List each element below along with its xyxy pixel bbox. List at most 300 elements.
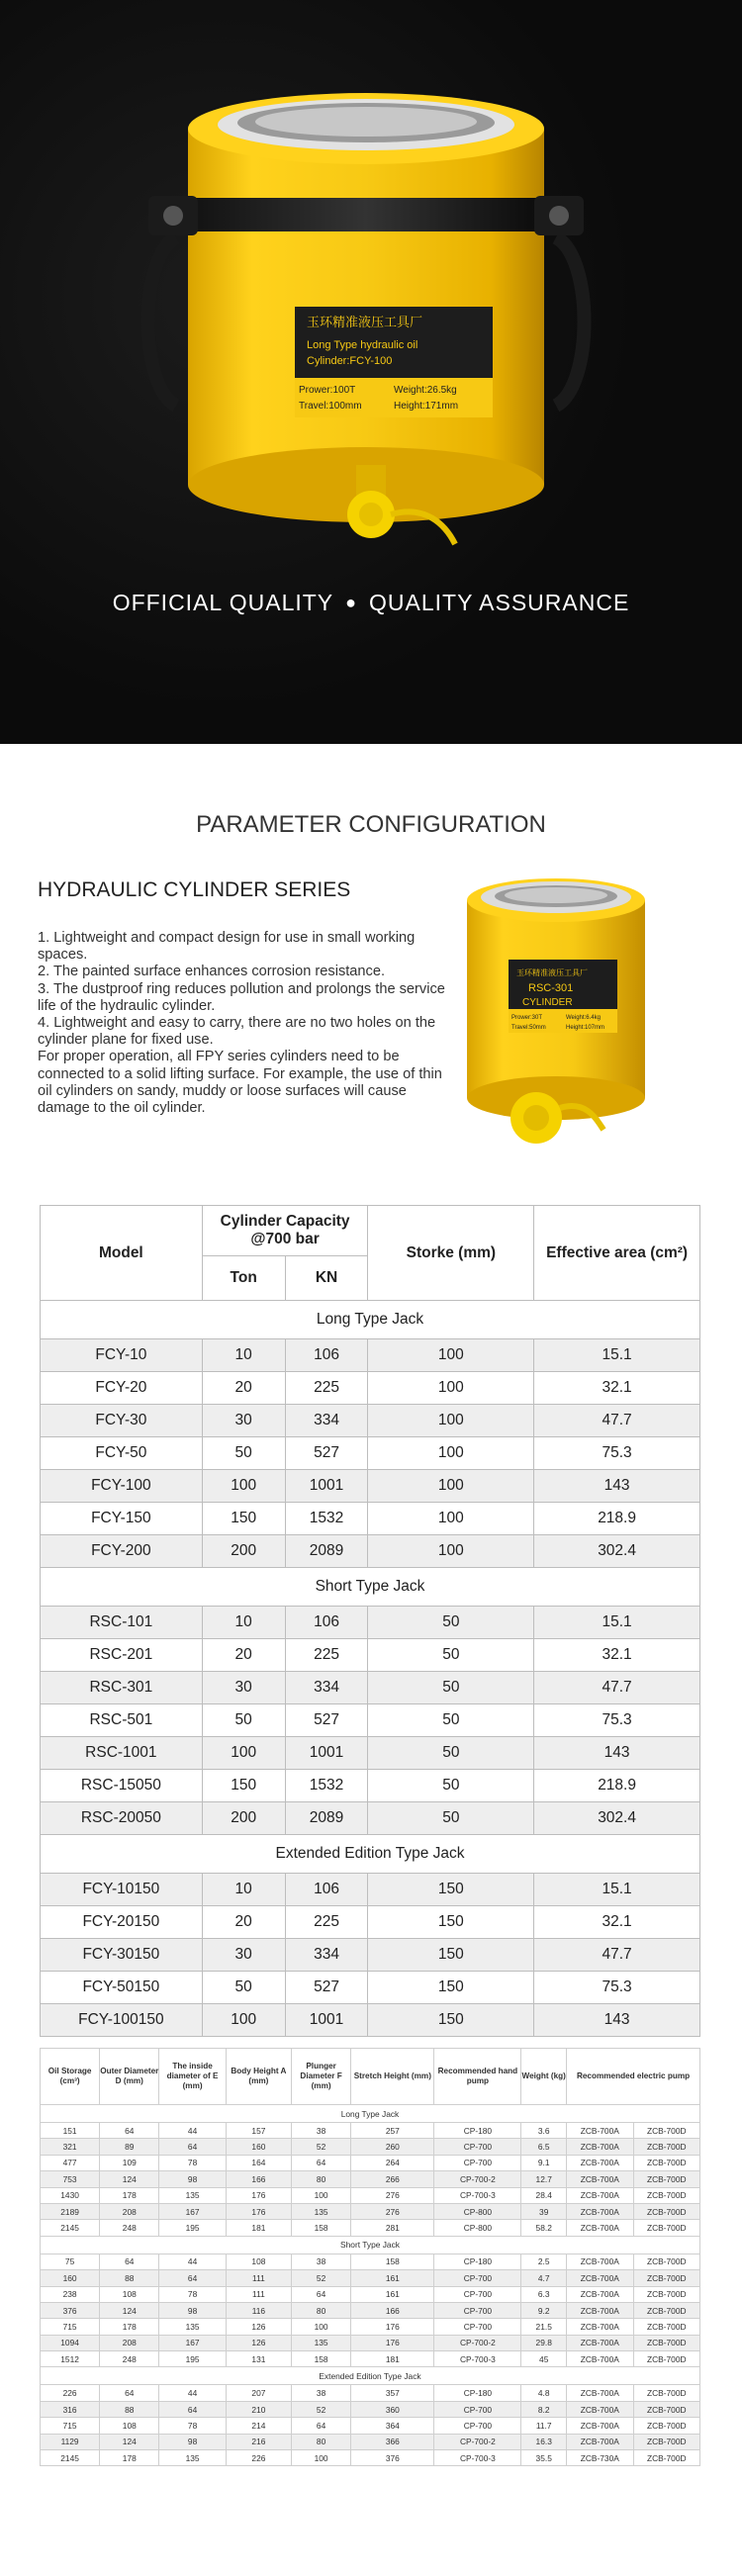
table-cell: 281 [351,2220,434,2236]
table-cell: 316 [41,2401,100,2417]
hero-label-spec1: Prower:100T [299,385,356,396]
small-label-spec1: Prower:30T [511,1015,543,1021]
table-cell: 11.7 [521,2418,567,2434]
table-cell: 135 [292,2335,351,2350]
table-cell: CP-800 [434,2220,521,2236]
table-row [41,1737,700,1770]
table-cell: CP-700-3 [434,2351,521,2367]
table-cell: ZCB-700A [567,2434,633,2449]
column-header: Body Height A (mm) [226,2049,291,2105]
small-label-line2: CYLINDER [522,997,573,1008]
description-line: 3. The dustproof ring reduces pollution and prolongs the service life of the hydraulic cylinder. [38,980,445,1014]
hero-banner [0,0,742,744]
table-cell: 527 [285,1437,368,1470]
table-cell: 164 [226,2155,291,2170]
table-group-row [41,2105,700,2123]
table-cell: 58.2 [521,2220,567,2236]
group-label: Short Type Jack [41,1568,700,1607]
table-row [41,1639,700,1672]
table-cell: 218.9 [534,1503,700,1535]
table-group-row [41,2236,700,2254]
table-row [41,1939,700,1972]
table-cell: 45 [521,2351,567,2367]
table-cell: 38 [292,2385,351,2401]
table-cell: ZCB-700A [567,2302,633,2318]
table-cell: 126 [226,2319,291,2335]
table-group-row [41,1568,700,1607]
table-cell: 195 [159,2351,226,2367]
table-cell: 214 [226,2418,291,2434]
table-cell: 208 [100,2203,159,2219]
table-cell: 64 [292,2418,351,2434]
table-row [41,2220,700,2236]
table-cell: 376 [41,2302,100,2318]
table-cell: CP-180 [434,2385,521,2401]
table-cell: 106 [285,1874,368,1906]
table-cell: 302.4 [534,1535,700,1568]
column-header: Recommended hand pump [434,2049,521,2105]
table-cell: 376 [351,2450,434,2466]
table-cell: 167 [159,2203,226,2219]
table-cell: 276 [351,2203,434,2219]
table-cell: 2089 [285,1802,368,1835]
table-cell: 15.1 [534,1339,700,1372]
table-row [41,1470,700,1503]
hero-label-line1: Long Type hydraulic oil [307,339,418,351]
table-cell: 1001 [285,2004,368,2037]
table-cell: 166 [351,2302,434,2318]
column-header: Recommended electric pump [567,2049,700,2105]
table-cell: 100 [368,1470,534,1503]
table-cell: 302.4 [534,1802,700,1835]
table-cell: 98 [159,2302,226,2318]
table-cell: ZCB-700A [567,2270,633,2286]
table-cell: 75 [41,2254,100,2269]
table-cell: 166 [226,2171,291,2187]
table-cell: 64 [159,2270,226,2286]
table-cell: 178 [100,2187,159,2203]
table-row [41,2254,700,2269]
table-cell: 181 [351,2351,434,2367]
table-cell: CP-700-3 [434,2187,521,2203]
table-cell: RSC-301 [41,1672,203,1704]
hero-label-line2: Cylinder:FCY-100 [307,355,393,367]
table-cell: 181 [226,2220,291,2236]
table-cell: 178 [100,2319,159,2335]
table-cell: 21.5 [521,2319,567,2335]
table-cell: 88 [100,2270,159,2286]
table-cell: 527 [285,1704,368,1737]
table-cell: 30 [202,1405,285,1437]
table-row [41,1704,700,1737]
table-row [41,2319,700,2335]
table-cell: CP-700 [434,2319,521,2335]
table-cell: 100 [202,1470,285,1503]
table-cell: 78 [159,2418,226,2434]
table-group-row [41,2367,700,2385]
table-row [41,2385,700,2401]
table-cell: 108 [226,2254,291,2269]
table-cell: 3.6 [521,2123,567,2139]
table-row [41,2434,700,2449]
table-cell: 753 [41,2171,100,2187]
table-cell: 158 [292,2220,351,2236]
table-cell: CP-700-2 [434,2335,521,2350]
table-row [41,2187,700,2203]
table-cell: 321 [41,2139,100,2155]
table-cell: 200 [202,1802,285,1835]
table-cell: 131 [226,2351,291,2367]
table-cell: 161 [351,2286,434,2302]
table-cell: 64 [100,2123,159,2139]
table-cell: 108 [100,2418,159,2434]
table-cell: ZCB-700A [567,2139,633,2155]
header-kn: KN [285,1256,368,1301]
table-row [41,2335,700,2350]
table-row [41,2450,700,2466]
table-cell: 143 [534,1470,700,1503]
table-cell: 50 [202,1704,285,1737]
table-cell: 88 [100,2401,159,2417]
header-stroke: Storke (mm) [368,1206,534,1301]
table-cell: 100 [368,1372,534,1405]
table-row [41,2139,700,2155]
table-row [41,2418,700,2434]
table-cell: ZCB-700D [633,2203,700,2219]
table-cell: ZCB-700A [567,2220,633,2236]
column-header: The inside diameter of E (mm) [159,2049,226,2105]
hero-label-brand: 玉环精准液压工具厂 [307,316,423,330]
table-cell: 100 [292,2187,351,2203]
table-cell: 10 [202,1607,285,1639]
table-cell: 64 [100,2254,159,2269]
table-row [41,1802,700,1835]
description-line: 2. The painted surface enhances corrosion resistance. [38,964,385,980]
table-cell: 98 [159,2171,226,2187]
table-cell: ZCB-700D [633,2335,700,2350]
header-ton: Ton [202,1256,285,1301]
table-row [41,1770,700,1802]
table-cell: 80 [292,2434,351,2449]
table-cell: 29.8 [521,2335,567,2350]
table-cell: CP-700 [434,2270,521,2286]
table-cell: 160 [41,2270,100,2286]
group-label: Short Type Jack [41,2236,700,2254]
table-cell: 47.7 [534,1939,700,1972]
table-cell: CP-700 [434,2401,521,2417]
table-cell: FCY-50 [41,1437,203,1470]
table-cell: ZCB-700D [633,2286,700,2302]
table-cell: ZCB-700D [633,2302,700,2318]
table-cell: FCY-20150 [41,1906,203,1939]
table-cell: 100 [368,1503,534,1535]
table-cell: 50 [368,1704,534,1737]
small-label-spec2: Weight:6.4kg [566,1015,601,1021]
description-line: 1. Lightweight and compact design for use in small working spaces. [38,930,416,964]
table-cell: 38 [292,2123,351,2139]
hero-label-spec3: Travel:100mm [299,401,362,412]
table-cell: ZCB-700A [567,2155,633,2170]
table-cell: 150 [368,1874,534,1906]
table-cell: 1129 [41,2434,100,2449]
table-cell: 266 [351,2171,434,2187]
table-cell: 1532 [285,1770,368,1802]
table-cell: 16.3 [521,2434,567,2449]
table-cell: 8.2 [521,2401,567,2417]
table-cell: 176 [226,2203,291,2219]
table-cell: 366 [351,2434,434,2449]
table-cell: 176 [226,2187,291,2203]
table-cell: 44 [159,2254,226,2269]
table-cell: RSC-20050 [41,1802,203,1835]
table-cell: 52 [292,2139,351,2155]
table-cell: FCY-50150 [41,1972,203,2004]
table-cell: 225 [285,1372,368,1405]
table-cell: 6.3 [521,2286,567,2302]
table-row [41,1372,700,1405]
table-cell: 35.5 [521,2450,567,2466]
table-cell: 80 [292,2171,351,2187]
table-cell: 38 [292,2254,351,2269]
table-cell: FCY-100 [41,1470,203,1503]
table-cell: 238 [41,2286,100,2302]
table-cell: 218.9 [534,1770,700,1802]
table-cell: ZCB-700D [633,2351,700,2367]
table-cell: FCY-150 [41,1503,203,1535]
table-cell: 47.7 [534,1672,700,1704]
table-cell: 126 [226,2335,291,2350]
table-cell: FCY-30150 [41,1939,203,1972]
table-cell: CP-800 [434,2203,521,2219]
bullet-dot-icon: ● [345,593,358,612]
table-cell: 207 [226,2385,291,2401]
table-group-row [41,1835,700,1874]
table-row [41,2351,700,2367]
table-cell: CP-700 [434,2286,521,2302]
table-cell: 39 [521,2203,567,2219]
table-cell: 135 [292,2203,351,2219]
hero-caption [0,590,742,616]
table-cell: ZCB-700D [633,2385,700,2401]
table-cell: 151 [41,2123,100,2139]
table-cell: 100 [368,1405,534,1437]
table-cell: CP-700 [434,2302,521,2318]
table-cell: 50 [368,1672,534,1704]
table-cell: RSC-1001 [41,1737,203,1770]
table-row [41,2203,700,2219]
table-cell: 106 [285,1339,368,1372]
description-line: 4. Lightweight and easy to carry, there are no two holes on the cylinder plane for fixed use. [38,1015,436,1049]
table-cell: 276 [351,2187,434,2203]
table-cell: ZCB-700A [567,2351,633,2367]
table-cell: RSC-15050 [41,1770,203,1802]
table-cell: ZCB-700A [567,2335,633,2350]
table-cell: 100 [202,1737,285,1770]
header-row [41,2049,700,2105]
table-cell: 150 [202,1770,285,1802]
table-cell: ZCB-700A [567,2254,633,2269]
table-cell: ZCB-700A [567,2187,633,2203]
table-cell: 10 [202,1339,285,1372]
table-cell: 50 [368,1802,534,1835]
table-cell: 195 [159,2220,226,2236]
table-cell: 161 [351,2270,434,2286]
table-cell: CP-700 [434,2139,521,2155]
table-cell: 135 [159,2187,226,2203]
table-cell: 52 [292,2270,351,2286]
table-cell: 158 [292,2351,351,2367]
hero-caption-left: OFFICIAL QUALITY [112,590,334,615]
column-header: Stretch Height (mm) [351,2049,434,2105]
table-cell: 477 [41,2155,100,2170]
table-cell: 124 [100,2302,159,2318]
table-cell: FCY-30 [41,1405,203,1437]
table-cell: 225 [285,1639,368,1672]
table-cell: 52 [292,2401,351,2417]
table-row [41,1503,700,1535]
table-row [41,2286,700,2302]
table-cell: CP-700 [434,2418,521,2434]
table-cell: 176 [351,2319,434,2335]
table-cell: 167 [159,2335,226,2350]
table-cell: 64 [292,2155,351,2170]
table-cell: ZCB-700D [633,2123,700,2139]
table-cell: 78 [159,2155,226,2170]
hero-label-spec4: Height:171mm [394,401,459,412]
table-cell: 100 [292,2450,351,2466]
table-cell: 100 [368,1437,534,1470]
table-cell: 15.1 [534,1874,700,1906]
table-cell: 50 [368,1737,534,1770]
table-cell: 357 [351,2385,434,2401]
table-row [41,1906,700,1939]
short-cylinder-image [457,871,655,1167]
table-row [41,1972,700,2004]
group-label: Long Type Jack [41,1301,700,1339]
column-header: Weight (kg) [521,2049,567,2105]
table-cell: FCY-10 [41,1339,203,1372]
table-cell: 47.7 [534,1405,700,1437]
table-cell: 6.5 [521,2139,567,2155]
table-cell: ZCB-700A [567,2123,633,2139]
small-label-spec3: Travel:50mm [511,1025,546,1031]
group-label: Long Type Jack [41,2105,700,2123]
table-cell: 1532 [285,1503,368,1535]
table-cell: 248 [100,2351,159,2367]
table-cell: FCY-200 [41,1535,203,1568]
table-cell: CP-700-3 [434,2450,521,2466]
table-cell: ZCB-700D [633,2270,700,2286]
table-cell: 135 [159,2450,226,2466]
table-cell: 75.3 [534,1704,700,1737]
table-cell: 20 [202,1906,285,1939]
table-cell: 80 [292,2302,351,2318]
table-cell: 9.1 [521,2155,567,2170]
header-capacity: Cylinder Capacity @700 bar [202,1206,368,1256]
table-cell: 2145 [41,2450,100,2466]
table-row [41,1405,700,1437]
table-cell: CP-180 [434,2254,521,2269]
table-cell: 100 [368,1535,534,1568]
table-cell: ZCB-700D [633,2401,700,2417]
table-cell: ZCB-700A [567,2203,633,2219]
table-cell: 135 [159,2319,226,2335]
table-cell: 143 [534,1737,700,1770]
table-cell: 150 [368,2004,534,2037]
table-cell: 226 [226,2450,291,2466]
table-cell: 32.1 [534,1639,700,1672]
table-row [41,2270,700,2286]
table-cell: 715 [41,2319,100,2335]
table-cell: ZCB-700A [567,2286,633,2302]
table-cell: ZCB-700D [633,2434,700,2449]
table-cell: CP-700 [434,2155,521,2170]
table-row [41,2004,700,2037]
table-row [41,1874,700,1906]
table-cell: 176 [351,2335,434,2350]
table-cell: ZCB-700D [633,2187,700,2203]
table-cell: ZCB-700A [567,2418,633,2434]
table-cell: 4.8 [521,2385,567,2401]
table-row [41,2123,700,2139]
table-row [41,2302,700,2318]
table-cell: 160 [226,2139,291,2155]
column-header: Plunger Diameter F (mm) [292,2049,351,2105]
table-row [41,1672,700,1704]
table-cell: 225 [285,1906,368,1939]
table-cell: 334 [285,1939,368,1972]
table-cell: 10 [202,1874,285,1906]
table-cell: 257 [351,2123,434,2139]
column-header: Oil Storage (cm³) [41,2049,100,2105]
table-row [41,1535,700,1568]
table-cell: RSC-201 [41,1639,203,1672]
table-cell: 2089 [285,1535,368,1568]
table-cell: 32.1 [534,1372,700,1405]
table-cell: 98 [159,2434,226,2449]
table-group-row [41,1301,700,1339]
table-cell: 264 [351,2155,434,2170]
table-cell: 226 [41,2385,100,2401]
table-row [41,1339,700,1372]
table-cell: 124 [100,2434,159,2449]
table-cell: FCY-100150 [41,2004,203,2037]
table-cell: 30 [202,1939,285,1972]
table-cell: 334 [285,1405,368,1437]
table-cell: 50 [202,1437,285,1470]
table-cell: 50 [202,1972,285,2004]
table-cell: 30 [202,1672,285,1704]
table-cell: 260 [351,2139,434,2155]
table-cell: 178 [100,2450,159,2466]
table-cell: 4.7 [521,2270,567,2286]
table-cell: 360 [351,2401,434,2417]
table-cell: 527 [285,1972,368,2004]
table-cell: 44 [159,2123,226,2139]
table-cell: 78 [159,2286,226,2302]
table-cell: 20 [202,1639,285,1672]
table-cell: CP-700-2 [434,2171,521,2187]
table-cell: 1001 [285,1737,368,1770]
table-row [41,1607,700,1639]
table-cell: 2189 [41,2203,100,2219]
table-cell: 100 [202,2004,285,2037]
table-cell: 2.5 [521,2254,567,2269]
table-cell: 50 [368,1639,534,1672]
table-cell: 20 [202,1372,285,1405]
header-model: Model [41,1206,203,1301]
small-label-brand: 玉环精准液压工具厂 [516,968,588,977]
